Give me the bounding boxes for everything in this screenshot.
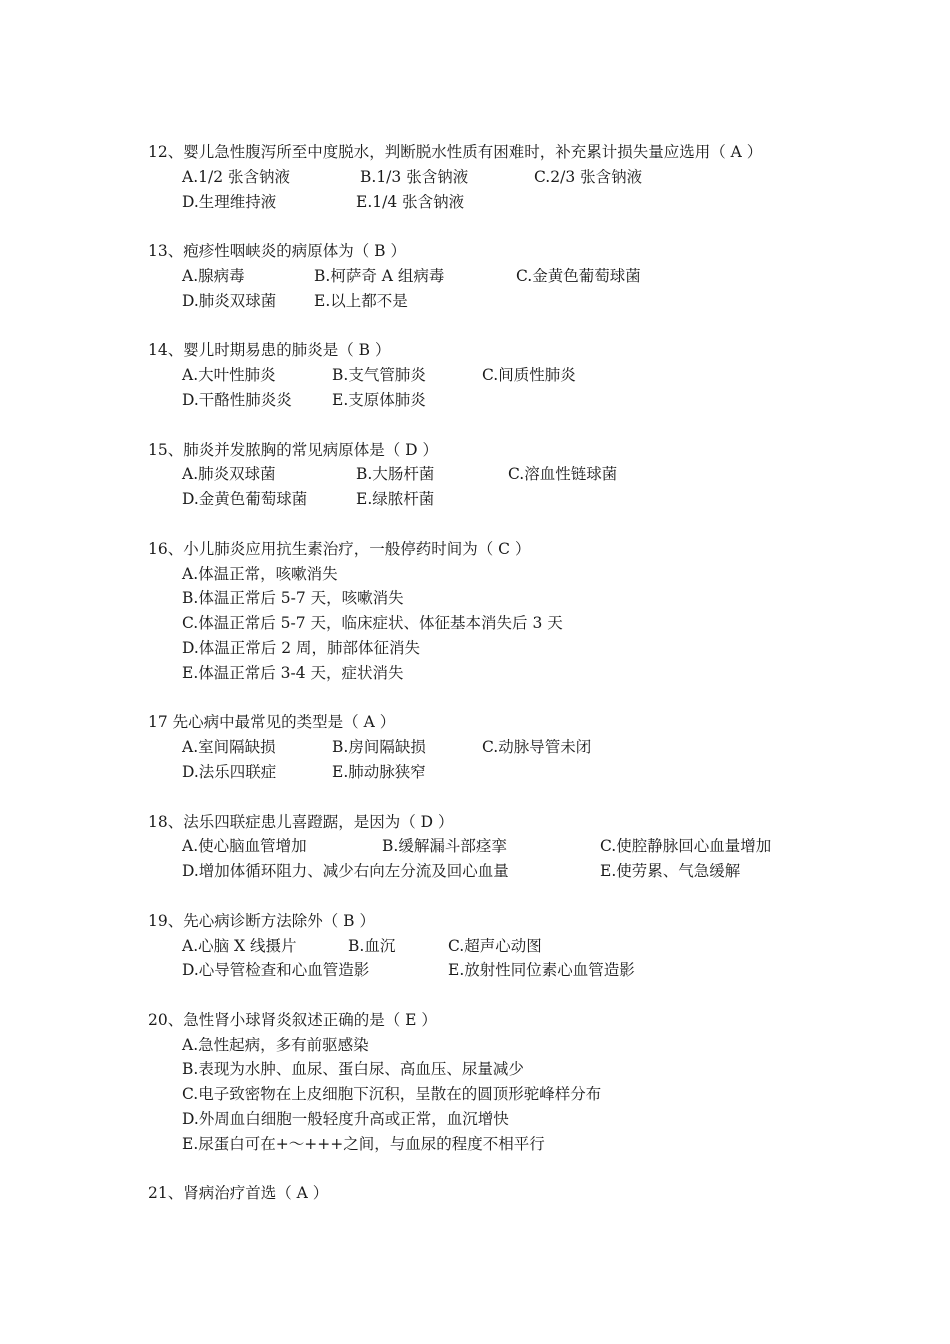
option-row — [148, 735, 868, 760]
question-13 — [148, 239, 868, 313]
option-b: B.房间隔缺损 — [332, 738, 426, 757]
option-d: D.金黄色葡萄球菌 — [182, 490, 308, 509]
option-b: B.支气管肺炎 — [332, 366, 426, 385]
option-e: E.以上都不是 — [314, 291, 408, 310]
option-d: D.体温正常后 2 周，肺部体征消失 — [182, 638, 421, 657]
question-17 — [148, 710, 868, 784]
question-20 — [148, 1008, 868, 1157]
option-row — [148, 487, 868, 512]
option-row — [148, 388, 868, 413]
option-b: B.表现为水肿、血尿、蛋白尿、高血压、尿量减少 — [182, 1060, 524, 1079]
option-c: C.2/3 张含钠液 — [534, 167, 643, 186]
question-stem: 21、肾病治疗首选（ A ） — [148, 1184, 329, 1203]
option-d: D.增加体循环阻力、减少右向左分流及回心血量 — [182, 862, 509, 881]
option-a: A.肺炎双球菌 — [182, 465, 276, 484]
option-a: A.体温正常，咳嗽消失 — [182, 564, 338, 583]
option-c: C.超声心动图 — [448, 936, 542, 955]
question-stem: 20、急性肾小球肾炎叙述正确的是（ E ） — [148, 1010, 437, 1029]
option-row — [148, 289, 868, 314]
option-row — [148, 363, 868, 388]
option-c: C.溶血性链球菌 — [508, 465, 618, 484]
option-row — [148, 462, 868, 487]
option-b: B.体温正常后 5-7 天，咳嗽消失 — [182, 589, 404, 608]
option-c: C.间质性肺炎 — [482, 366, 576, 385]
question-12 — [148, 140, 868, 214]
option-a: A.腺病毒 — [182, 266, 245, 285]
question-19 — [148, 909, 868, 983]
option-d: D.外周血白细胞一般轻度升高或正常，血沉增快 — [182, 1110, 509, 1129]
question-stem: 17 先心病中最常见的类型是（ A ） — [148, 713, 396, 732]
option-e: E.尿蛋白可在+～+++之间，与血尿的程度不相平行 — [182, 1134, 545, 1153]
question-14 — [148, 338, 868, 412]
option-c: C.体温正常后 5-7 天，临床症状、体征基本消失后 3 天 — [182, 614, 563, 633]
option-row — [148, 165, 868, 190]
option-e: E.1/4 张含钠液 — [356, 192, 465, 211]
option-e: E.放射性同位素心血管造影 — [448, 961, 635, 980]
question-stem: 14、婴儿时期易患的肺炎是（ B ） — [148, 341, 391, 360]
option-a: A.室间隔缺损 — [182, 738, 276, 757]
option-a: A.使心脑血管增加 — [182, 837, 307, 856]
option-a: A.急性起病，多有前驱感染 — [182, 1035, 369, 1054]
option-row — [148, 859, 868, 884]
option-e: E.肺动脉狭窄 — [332, 762, 426, 781]
option-e: E.支原体肺炎 — [332, 390, 426, 409]
option-row — [148, 934, 868, 959]
option-e: E.绿脓杆菌 — [356, 490, 435, 509]
option-a: A.心脑 X 线摄片 — [182, 936, 297, 955]
option-d: D.心导管检查和心血管造影 — [182, 961, 370, 980]
option-d: D.干酪性肺炎炎 — [182, 390, 292, 409]
option-d: D.肺炎双球菌 — [182, 291, 277, 310]
question-stem: 16、小儿肺炎应用抗生素治疗，一般停药时间为（ C ） — [148, 539, 531, 558]
option-e: E.体温正常后 3-4 天，症状消失 — [182, 663, 404, 682]
option-c: C.金黄色葡萄球菌 — [516, 266, 641, 285]
question-stem: 13、疱疹性咽峡炎的病原体为（ B ） — [148, 242, 406, 261]
option-c: C.使腔静脉回心血量增加 — [600, 837, 772, 856]
question-stem: 15、肺炎并发脓胸的常见病原体是（ D ） — [148, 440, 439, 459]
option-row — [148, 958, 868, 983]
question-16 — [148, 537, 868, 686]
option-b: B.大肠杆菌 — [356, 465, 435, 484]
option-d: D.法乐四联症 — [182, 762, 277, 781]
option-a: A.1/2 张含钠液 — [182, 167, 290, 186]
question-stem: 18、法乐四联症患儿喜蹬踞，是因为（ D ） — [148, 812, 454, 831]
question-15 — [148, 438, 868, 512]
option-c: C.动脉导管未闭 — [482, 738, 592, 757]
option-row — [148, 190, 868, 215]
option-d: D.生理维持液 — [182, 192, 277, 211]
question-stem: 19、先心病诊断方法除外（ B ） — [148, 911, 375, 930]
question-stem: 12、婴儿急性腹泻所至中度脱水，判断脱水性质有困难时，补充累计损失量应选用（ A ） — [148, 143, 763, 161]
document-page — [148, 140, 868, 1231]
option-a: A.大叶性肺炎 — [182, 366, 276, 385]
question-21 — [148, 1181, 868, 1206]
option-e: E.使劳累、气急缓解 — [600, 862, 741, 881]
option-row — [148, 834, 868, 859]
option-b: B.柯萨奇 A 组病毒 — [314, 266, 445, 285]
option-row — [148, 264, 868, 289]
question-18 — [148, 810, 868, 884]
option-c: C.电子致密物在上皮细胞下沉积，呈散在的圆顶形驼峰样分布 — [182, 1085, 602, 1104]
option-row — [148, 760, 868, 785]
option-b: B.1/3 张含钠液 — [360, 167, 469, 186]
option-b: B.缓解漏斗部痉挛 — [382, 837, 507, 856]
option-b: B.血沉 — [348, 936, 396, 955]
